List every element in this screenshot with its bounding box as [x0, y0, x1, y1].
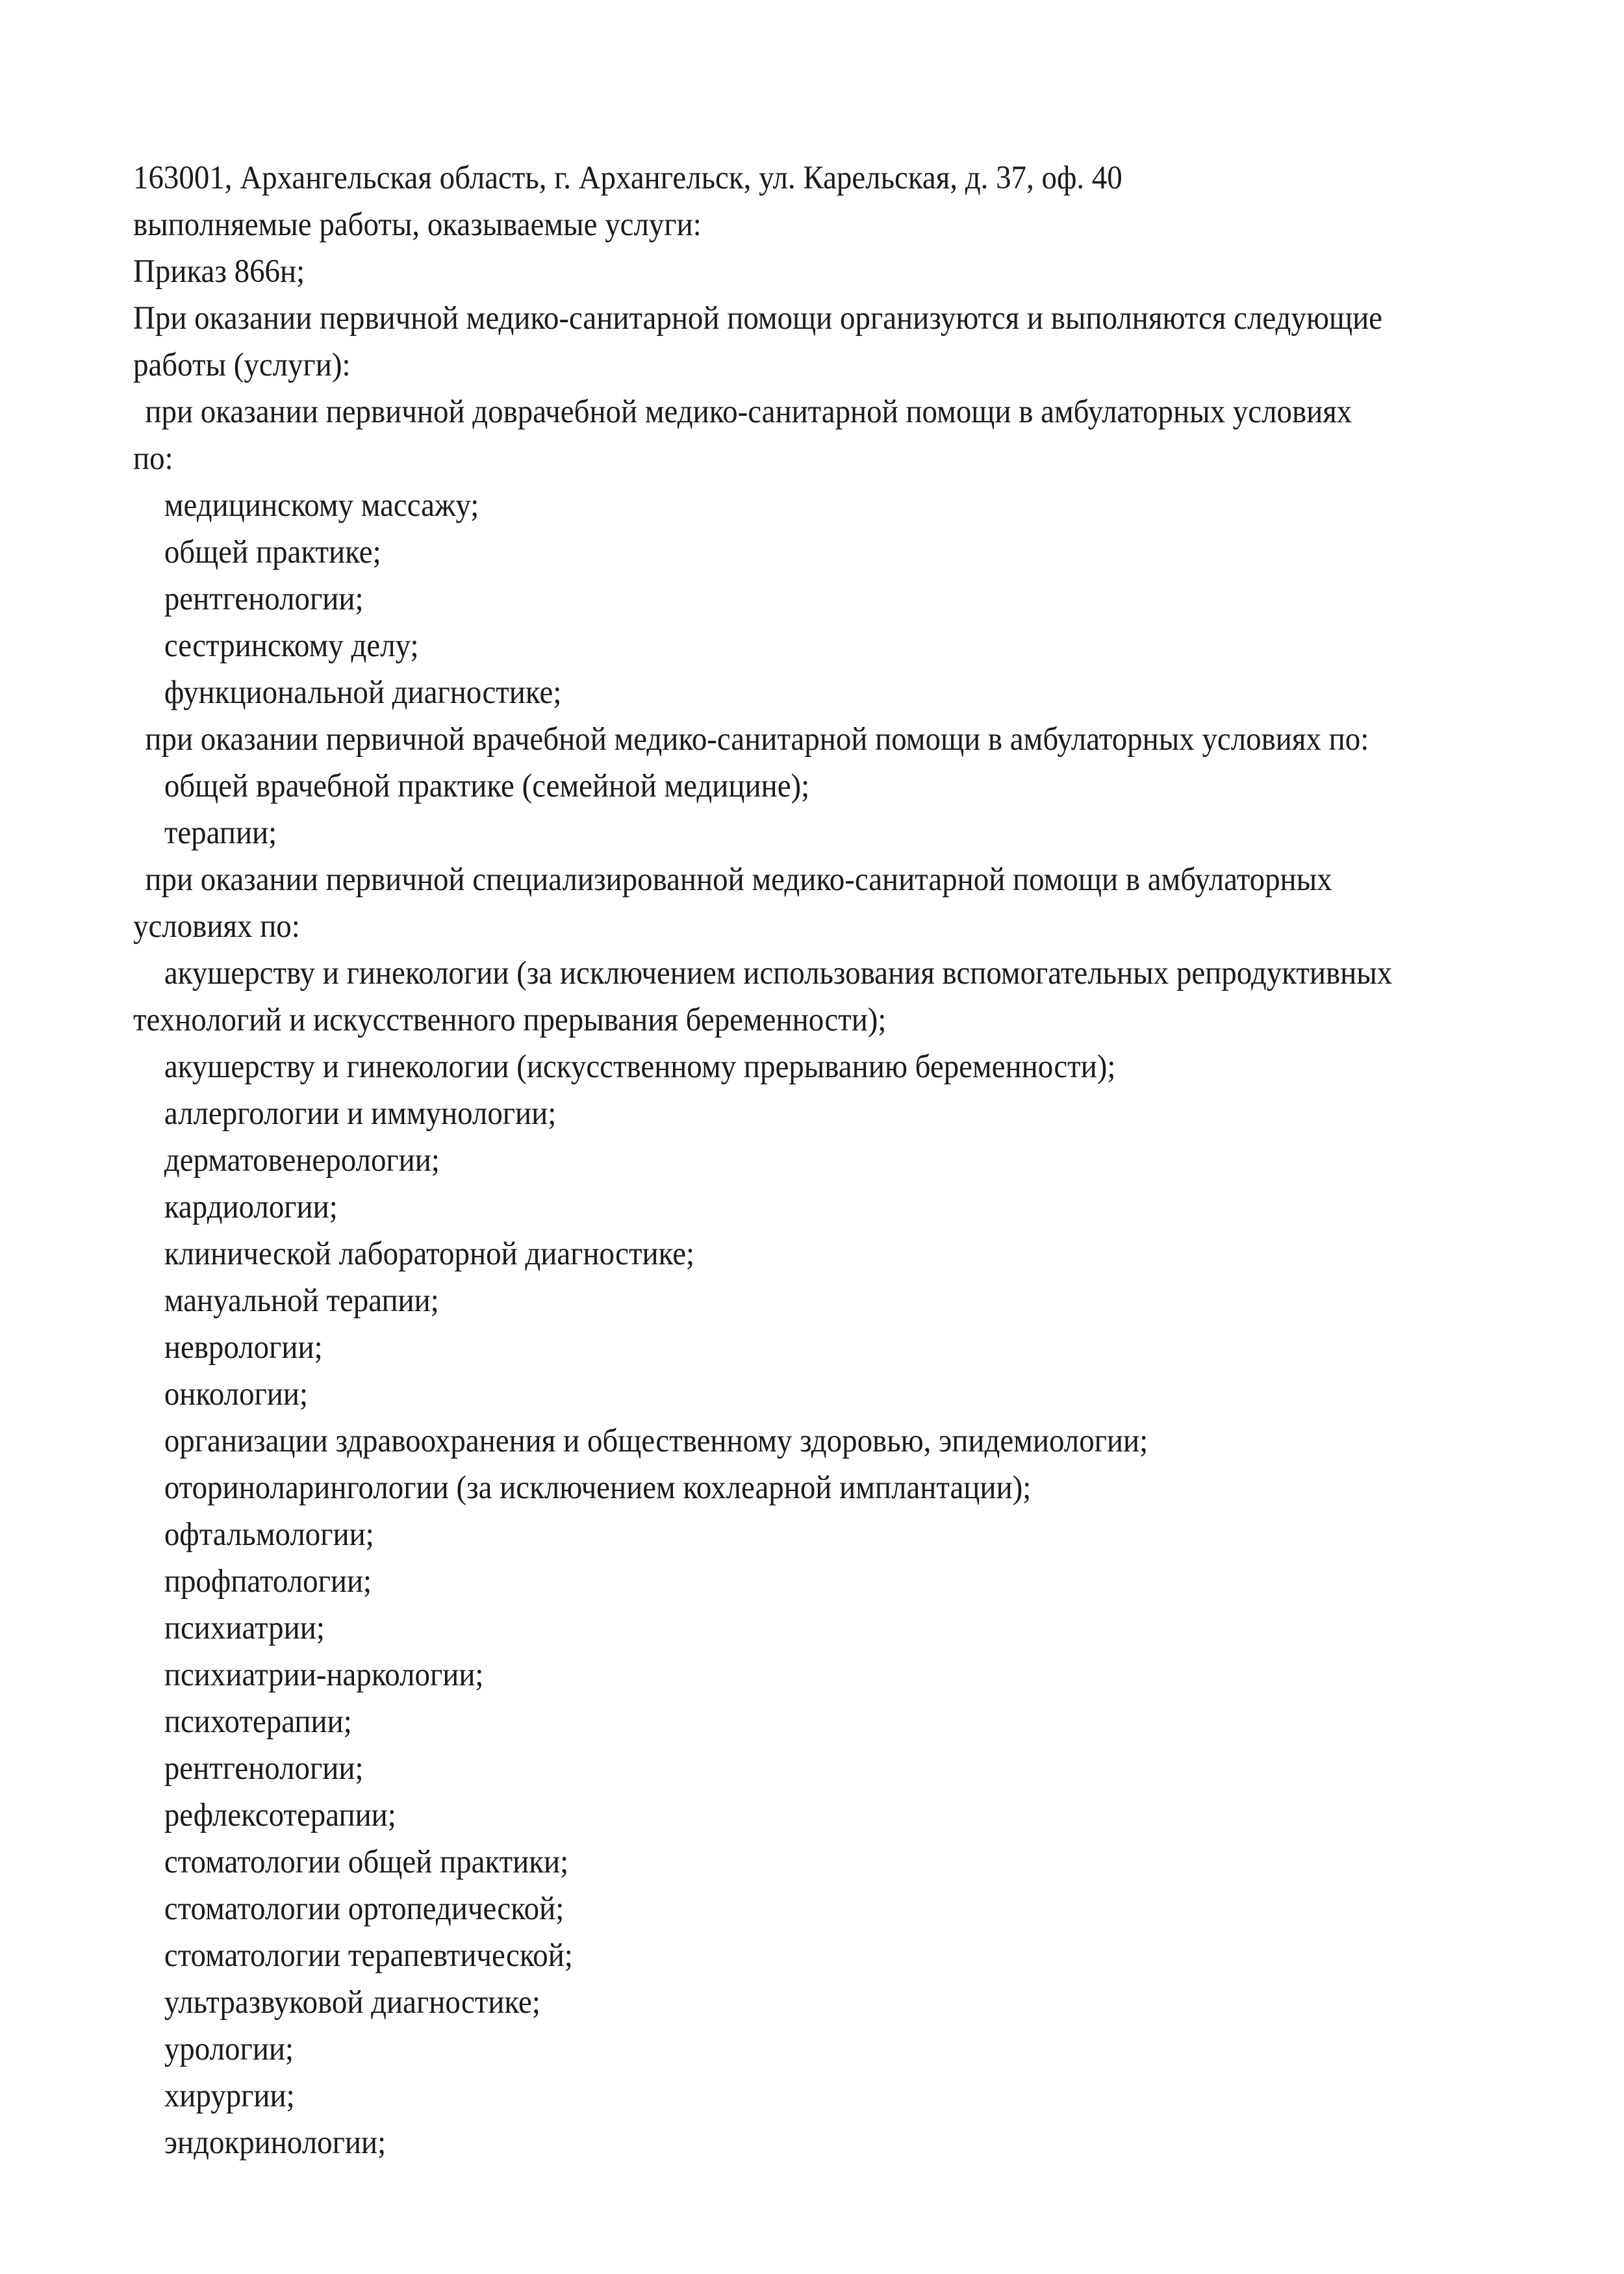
list-item: хирургии;: [164, 2078, 295, 2114]
intro-line: работы (услуги):: [133, 347, 351, 383]
list-item: офтальмологии;: [164, 1516, 374, 1553]
section-heading: при оказании первичной врачебной медико-санитарной помощи в амбулаторных условиях по:: [145, 721, 1369, 758]
list-item: функциональной диагностике;: [164, 674, 562, 711]
intro-line: При оказании первичной медико-санитарной помощи организуются и выполняются следующие: [133, 300, 1383, 337]
list-item: психиатрии-наркологии;: [164, 1657, 484, 1693]
list-item: акушерству и гинекологии (искусственному прерыванию беременности);: [164, 1049, 1116, 1085]
list-item: мануальной терапии;: [164, 1283, 439, 1319]
list-item: рентгенологии;: [164, 581, 364, 617]
section-spec: [133, 856, 1403, 2166]
item-list: [133, 482, 1403, 716]
section-heading: при оказании первичной специализированной медико-санитарной помощи в амбулаторных: [145, 862, 1332, 898]
list-item: дерматовенерологии;: [164, 1142, 440, 1179]
list-item: психотерапии;: [164, 1704, 352, 1740]
section-heading-continuation: по:: [133, 441, 173, 477]
list-item: онкологии;: [164, 1376, 309, 1412]
list-item-continuation: технологий и искусственного прерывания беременности);: [133, 1002, 887, 1038]
item-list: [133, 1043, 1403, 2166]
list-item: общей практике;: [164, 534, 381, 570]
document-body: [133, 155, 1403, 2166]
section-heading: при оказании первичной доврачебной медико-санитарной помощи в амбулаторных условиях: [145, 394, 1352, 430]
section-heading-continuation: условиях по:: [133, 908, 300, 945]
list-item: общей врачебной практике (семейной медицине);: [164, 768, 810, 804]
section-vrach: [133, 716, 1403, 856]
list-item: урологии;: [164, 2031, 294, 2067]
address-line: 163001, Архангельская область, г. Архангельск, ул. Карельская, д. 37, оф. 40: [133, 160, 1123, 196]
list-item: неврологии;: [164, 1329, 323, 1366]
list-item: стоматологии общей практики;: [164, 1844, 569, 1880]
section-prevrach: [133, 389, 1403, 716]
list-item: медицинскому массажу;: [164, 487, 479, 524]
works-label: выполняемые работы, оказываемые услуги:: [133, 207, 702, 243]
list-item: рефлексотерапии;: [164, 1797, 396, 1833]
list-item: стоматологии терапевтической;: [164, 1937, 573, 1974]
order-reference: Приказ 866н;: [133, 253, 305, 290]
list-item: профпатологии;: [164, 1563, 372, 1600]
list-item: клинической лабораторной диагностике;: [164, 1236, 695, 1272]
list-item: рентгенологии;: [164, 1750, 364, 1787]
list-item: стоматологии ортопедической;: [164, 1891, 565, 1927]
list-item: ультразвуковой диагностике;: [164, 1984, 540, 2021]
list-item: кардиологии;: [164, 1189, 338, 1225]
list-item: психиатрии;: [164, 1610, 325, 1646]
intro-paragraph: [133, 295, 1403, 389]
item-list: [133, 763, 1403, 856]
list-item: оториноларингологии (за исключением кохлеарной имплантации);: [164, 1470, 1032, 1506]
list-item: сестринскому делу;: [164, 628, 419, 664]
list-item: эндокринологии;: [164, 2125, 387, 2161]
list-item: терапии;: [164, 815, 277, 851]
list-item: организации здравоохранения и общественному здоровью, эпидемиологии;: [164, 1423, 1148, 1459]
list-item: акушерству и гинекологии (за исключением использования вспомогательных репродуктивных: [164, 955, 1393, 991]
list-item: аллергологии и иммунологии;: [164, 1095, 557, 1132]
